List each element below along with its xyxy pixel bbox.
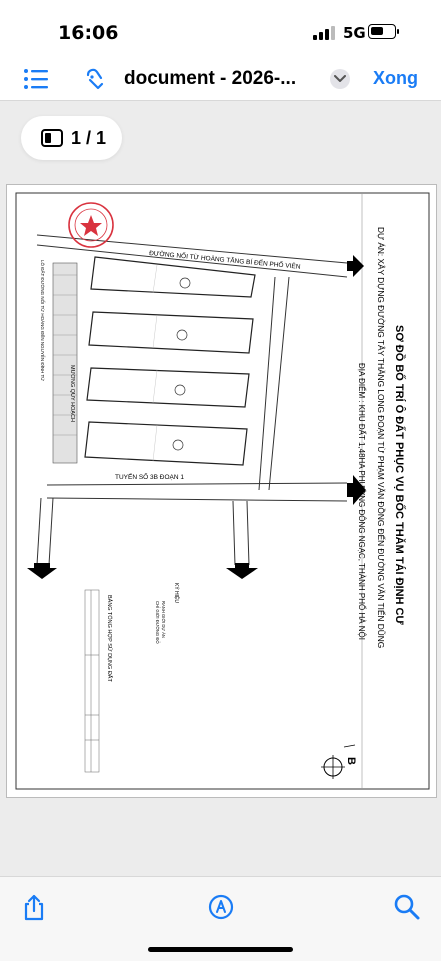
done-button[interactable]: Xong <box>373 68 418 88</box>
document-page[interactable] <box>6 184 437 798</box>
status-time: 16:06 <box>58 22 119 44</box>
page-thumbnail-icon <box>41 129 63 147</box>
drawing-title: SƠ ĐỒ BỐ TRÍ Ô ĐẤT PHỤC VỤ BỐC THĂM TÁI ĐỊNH CƯ <box>393 325 405 625</box>
signal-icon <box>313 26 335 40</box>
navigation-bar <box>0 60 441 101</box>
top-road-label: ĐƯỜNG NỐI TỪ HOÀNG TĂNG BÍ ĐẾN PHỐ VIÊN <box>148 250 301 271</box>
battery-icon <box>368 24 396 39</box>
canal-label: MƯƠNG QUY HOẠCH <box>69 365 75 422</box>
official-seal <box>69 203 113 247</box>
bottom-road-label: TUYẾN SỐ 3B ĐOẠN 1 <box>115 474 184 481</box>
legend-item-2: CHỈ GIỚI ĐƯỜNG ĐỎ <box>155 601 160 644</box>
markup-pen-icon[interactable] <box>207 893 235 921</box>
legend-item-1: RANH GIỚI DỰ ÁN <box>161 601 166 638</box>
list-icon[interactable] <box>23 68 49 90</box>
share-icon[interactable] <box>20 893 48 921</box>
network-label: 5G <box>343 24 366 42</box>
arrow-down-left-icon <box>27 563 57 579</box>
status-bar <box>0 0 441 60</box>
home-indicator <box>148 947 293 952</box>
project-name: DỰ ÁN: XÂY DỰNG ĐƯỜNG TÂY THĂNG LONG ĐOẠN TỪ PHẠM VĂN ĐỒNG ĐẾN ĐƯỜNG VĂN TIẾN DŨNG <box>376 227 386 649</box>
north-label: B <box>345 757 357 765</box>
land-use-table <box>85 590 99 772</box>
chevron-down-icon[interactable] <box>330 69 350 89</box>
land-use-table-title: BẢNG TỔNG HỢP SỬ DỤNG ĐẤT <box>106 595 112 682</box>
legend-title: KÝ HIỆU <box>173 583 179 604</box>
site-plan-drawing <box>7 185 436 797</box>
arrow-right-top-icon <box>347 255 364 277</box>
search-icon[interactable] <box>393 893 421 921</box>
markup-icon[interactable] <box>82 66 108 92</box>
document-title: document - 2026-... <box>124 68 297 89</box>
page-indicator-text: 1 / 1 <box>71 128 107 148</box>
arrow-down-mid-icon <box>226 563 258 579</box>
page-indicator[interactable] <box>21 116 122 160</box>
location-label: ĐỊA ĐIỂM : KHU ĐẤT 1,48HA PHƯỜNG ĐÔNG NGẠC, THÀNH PHỐ HÀ NỘI <box>357 363 366 640</box>
left-road-note: LÔ ĐẤT ĐƯỜNG NỐI TỪ HOÀNG ĐẾN NGUYỄN ĐÌNH TỨ <box>40 260 45 382</box>
